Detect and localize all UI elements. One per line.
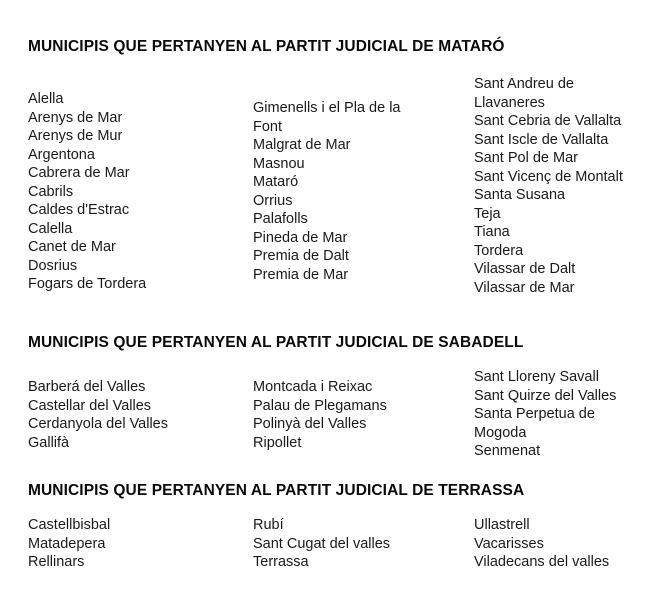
municipality-name: Sant Andreu de	[474, 76, 574, 92]
municipality-name: Premia de Dalt	[253, 248, 349, 264]
municipality-name: Ripollet	[253, 434, 302, 451]
municipality-name: Vilassar de Mar	[474, 279, 575, 296]
municipality-name: Masnou	[253, 155, 305, 172]
municipality-name: Dosrius	[28, 257, 78, 274]
municipality-name: Sant Lloreny Savall	[474, 369, 599, 385]
municipality-name: Rellinars	[28, 554, 85, 570]
municipality-name: Cabrera de Mar	[28, 165, 130, 181]
terrassa-column-1	[28, 516, 110, 572]
municipality-name: Mogoda	[474, 424, 527, 441]
municipality-name: Arenys de Mur	[28, 128, 123, 144]
municipality-name: Cabrils	[28, 183, 74, 200]
sabadell-column-3	[474, 368, 616, 461]
municipality-name: Teja	[474, 205, 501, 222]
municipality-name: Barberá del Valles	[28, 379, 146, 395]
sabadell-column-1	[28, 378, 168, 452]
municipality-name: Argentona	[28, 146, 95, 163]
municipality-name: Santa Susana	[474, 187, 566, 203]
municipality-name: Sant Cugat del valles	[253, 535, 391, 552]
municipality-name: Vilassar de Dalt	[474, 261, 576, 277]
section-heading-mataro: MUNICIPIS QUE PERTANYEN AL PARTIT JUDICIAL DE MATARÓ	[28, 38, 505, 55]
municipality-name: Premia de Mar	[253, 266, 349, 283]
municipality-name: Pineda de Mar	[253, 229, 348, 246]
section-heading-terrassa: MUNICIPIS QUE PERTANYEN AL PARTIT JUDICIAL DE TERRASSA	[28, 482, 525, 499]
municipality-name: Font	[253, 118, 283, 135]
municipality-name: Mataró	[253, 174, 299, 190]
municipality-name: Polinyà del Valles	[253, 416, 367, 432]
municipality-name: Montcada i Reixac	[253, 379, 373, 395]
municipality-name: Sant Cebria de Vallalta	[474, 113, 622, 129]
municipality-name: Orrius	[253, 192, 293, 209]
municipality-name: Ullastrell	[474, 517, 530, 533]
municipality-name: Viladecans del valles	[474, 554, 610, 570]
municipality-name: Gimenells i el Pla de la	[253, 100, 401, 116]
terrassa-column-2	[253, 516, 390, 572]
municipality-name: Tordera	[474, 242, 524, 259]
municipality-name: Vacarisses	[474, 535, 544, 552]
municipality-name: Tiana	[474, 224, 510, 240]
municipality-name: Alella	[28, 91, 64, 107]
mataro-column-1	[28, 90, 146, 294]
municipality-name: Sant Quirze del Valles	[474, 387, 617, 404]
municipality-name: Sant Iscle de Vallalta	[474, 131, 609, 148]
terrassa-column-3	[474, 516, 609, 572]
municipality-name: Caldes d'Estrac	[28, 202, 130, 218]
municipality-name: Fogars de Tordera	[28, 276, 147, 292]
municipality-name: Terrassa	[253, 554, 309, 570]
municipality-name: Sant Pol de Mar	[474, 150, 578, 166]
sabadell-column-2	[253, 378, 387, 452]
municipality-name: Matadepera	[28, 535, 106, 552]
municipality-name: Santa Perpetua de	[474, 406, 595, 422]
municipality-name: Castellbisbal	[28, 517, 111, 533]
municipality-name: Arenys de Mar	[28, 109, 123, 126]
municipality-name: Cerdanyola del Valles	[28, 416, 168, 432]
mataro-column-3	[474, 75, 623, 297]
municipality-name: Gallifà	[28, 434, 70, 451]
municipality-name: Rubí	[253, 517, 284, 533]
section-heading-sabadell: MUNICIPIS QUE PERTANYEN AL PARTIT JUDICIAL DE SABADELL	[28, 334, 524, 351]
municipality-name: Llavaneres	[474, 94, 545, 111]
mataro-column-2	[253, 99, 401, 284]
municipality-name: Canet de Mar	[28, 239, 116, 255]
municipality-name: Senmenat	[474, 443, 541, 459]
municipality-name: Malgrat de Mar	[253, 137, 351, 153]
municipality-name: Palau de Plegamans	[253, 397, 387, 414]
municipality-name: Castellar del Valles	[28, 397, 152, 414]
municipality-name: Calella	[28, 220, 73, 237]
municipality-name: Sant Vicenç de Montalt	[474, 168, 623, 185]
municipality-name: Palafolls	[253, 211, 308, 227]
